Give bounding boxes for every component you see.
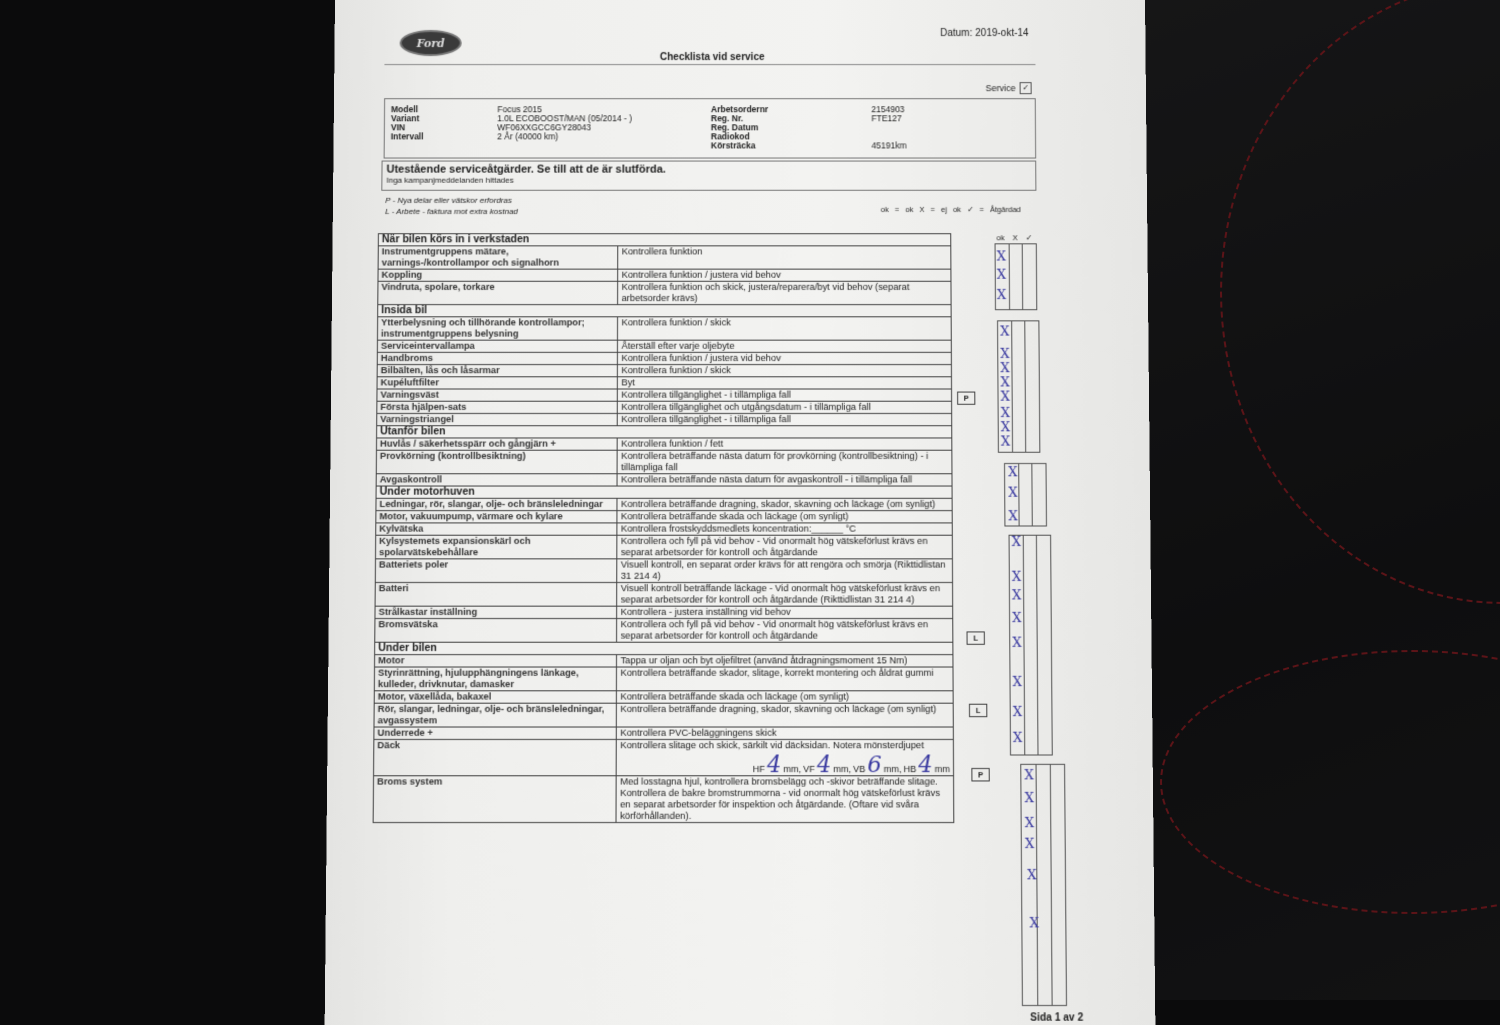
row-item: Däck [374,739,617,775]
section-title: Insida bil [378,305,951,317]
row-action: Kontrollera och fyll på vid behov - Vid onormalt hög vätskeförlust krävs en separat arbetsorder för kontroll och åtgärdande [617,619,953,643]
tire-vb-value: 6 [867,752,882,779]
grid-line [1050,765,1053,1005]
table-row [376,498,952,510]
row-item: Första hjälpen-sats [377,401,618,413]
vehicle-info-box [384,98,1037,158]
tire-hb-label: HB [903,763,917,775]
table-row [376,438,951,450]
table-row [375,535,952,559]
row-item: Instrumentgruppens mätare, varnings-/kontrollampor och signalhorn [378,246,618,269]
tick-mark: X [1000,389,1010,405]
table-row [377,352,951,364]
legend-l: L - Arbete - faktura mot extra kostnad [385,206,518,217]
row-action: Tappa ur oljan och byt oljefiltret (använd åtdragningsmoment 15 Nm) [617,655,953,667]
code-box-l: L [969,704,987,717]
label-regdatum: Reg. Datum [710,122,759,133]
table-row [378,246,951,269]
tick-mark: X [1000,405,1011,422]
tick-mark: X [1012,674,1023,691]
outstanding-subtext: Inga kampanjmeddelanden hittades [386,175,514,185]
value-modell: Focus 2015 [497,104,542,115]
row-action: Kontrollera slitage och skick, särkilt vid däcksidan. Notera mönsterdjupet [620,739,924,751]
tire-unit: mm, [883,763,902,775]
label-arbetsordernr: Arbetsordernr [710,104,769,115]
tick-mark: X [1008,485,1018,501]
table-row [375,606,953,618]
tire-depth-measurements [620,752,950,779]
tick-mark: X [1012,730,1023,747]
table-row [374,727,953,739]
tick-mark: X [1012,704,1023,721]
row-action: Kontrollera funktion och skick, justera/reparera/byt vid behov (separat arbetsorder krävs) [618,281,951,304]
table-row [373,776,954,823]
code-legend [385,195,518,217]
label-modell: Modell [391,104,419,115]
legend-p: P - Nya delar eller vätskor erfordras [385,195,512,205]
header-divider [384,64,1035,65]
code-box-p: P [957,392,975,405]
tick-mark: X [1012,610,1022,627]
tire-unit: mm, [833,763,852,775]
tick-mark: X [1027,867,1037,884]
table-row [374,703,953,727]
row-action: Kontrollera beträffande skada och läckage (om synligt) [617,511,952,523]
value-variant: 1.0L ECOBOOST/MAN (05/2014 - ) [497,113,633,124]
tick-mark: X [1011,588,1022,604]
table-row [376,474,952,486]
row-item: Batteriets poler [375,559,617,583]
col-x: X [1012,233,1018,243]
tick-mark: X [1000,434,1011,450]
section-title: Utanför bilen [377,426,952,438]
table-row [376,450,952,474]
tire-hf-value: 4 [766,752,782,779]
page-number: Sida 1 av 2 [1030,1012,1084,1024]
table-row [378,269,951,281]
label-vin: VIN [390,122,406,133]
value-arbetsordernr: 2154903 [871,104,905,115]
section-title: Under motorhuven [376,486,952,498]
row-item: Underrede + [374,727,617,739]
checklist-table [373,233,955,823]
seat-stitching [1220,0,1500,604]
row-action: Kontrollera beträffande dragning, skador, skavning och läckage (om synligt) [617,498,952,510]
row-action: Kontrollera beträffande nästa datum för avgaskontroll - i tillämpliga fall [617,474,952,486]
service-label: Service [985,83,1016,94]
row-item: Kylsystemets expansionskärl och spolarvätskebehållare [375,535,617,559]
tire-hb-value: 4 [918,752,933,779]
status-column-header [996,233,1032,242]
row-item: Bromsvätska [375,619,617,643]
tick-mark: X [996,267,1007,283]
row-action: Kontrollera tillgänglighet - i tillämpliga fall [618,389,952,401]
vehicle-values-left [497,105,632,141]
service-checklist-paper [325,0,1156,1025]
tire-vb-label: VB [853,763,866,775]
row-item: Kupéluftfilter [377,377,618,389]
grid-line [1031,464,1032,525]
row-item: Motor, växellåda, bakaxel [374,691,617,703]
table-row [378,281,951,304]
row-action: Visuell kontroll beträffande läckage - Vid onormalt hög vätskeförlust krävs en separat arbetsorder för kontroll och åtgärdande (Rikttidlistan 31 214 4) [617,582,953,606]
row-item: Ledningar, rör, slangar, olje- och bränsleledningar [376,498,618,510]
row-item: Kylvätska [376,523,618,535]
table-row [377,413,952,425]
row-action: Kontrollera beträffande nästa datum för provkörning (kontrollbesiktning) - i tillämpliga fall [618,450,952,474]
row-item: Strålkastar inställning [375,606,617,618]
row-item: Bilbälten, lås och låsarmar [377,365,618,377]
table-row [376,511,952,523]
tire-vf-value: 4 [816,752,832,779]
tick-mark: X [1008,465,1018,481]
row-action: Kontrollera funktion / skick [618,317,951,340]
table-row [377,317,951,340]
row-action: Kontrollera funktion / justera vid behov [618,352,952,364]
grid-line [1024,321,1026,451]
row-item: Rör, slangar, ledningar, olje- och bränsleledningar, avgassystem [374,703,617,727]
tick-mark: X [1012,635,1022,652]
tick-mark: X [1000,346,1010,363]
tire-unit: mm, [783,763,802,775]
row-action: Kontrollera funktion [618,246,951,269]
table-row [374,739,954,775]
tick-mark: X [1011,534,1022,551]
table-row [377,365,951,377]
tire-hf-label: HF [752,763,765,775]
table-row [377,340,951,352]
car-seat-background [1100,0,1500,1000]
service-indicator [986,82,1032,94]
row-action: Kontrollera frostskyddsmedlets koncentration:______ °C [617,523,952,535]
vehicle-labels-right [711,105,768,150]
table-row [375,582,953,606]
row-action: Kontrollera funktion / fett [618,438,952,450]
vehicle-labels-left [391,105,424,141]
table-row [374,667,953,691]
grid-line [1022,244,1023,309]
table-row [375,619,953,643]
label-radiokod: Radiokod [710,131,750,142]
row-item: Huvlås / säkerhetsspärr och gångjärn + [376,438,617,450]
tire-unit: mm [934,763,950,775]
row-action: Återställ efter varje oljebyte [618,340,951,352]
grid-line [1036,536,1039,755]
tick-mark: X [1008,509,1018,525]
service-checkbox: ✓ [1020,82,1032,94]
table-row [377,389,952,401]
row-item: Avgaskontroll [376,474,617,486]
row-action: Kontrollera funktion / skick [618,365,952,377]
code-box-l: L [967,631,985,644]
label-regnr: Reg. Nr. [710,113,744,124]
row-item: Koppling [378,269,618,281]
tick-mark: X [1024,767,1034,784]
value-intervall: 2 År (40000 km) [497,131,559,142]
seat-stitching-lower [1160,650,1500,914]
code-box-p: P [971,768,989,781]
table-row [375,655,953,667]
tick-mark: X [1000,375,1010,391]
vehicle-values-right [871,105,906,150]
table-row [374,691,953,703]
value-vin: WF06XXGCC6GY28043 [497,122,592,133]
outstanding-heading: Utestående serviceåtgärder. Se till att de är slutförda. [386,163,666,176]
row-item: Varningsväst [377,389,618,401]
row-action-tires [617,739,954,779]
row-action: Kontrollera PVC-beläggningens skick [617,727,954,739]
row-item: Motor, vakuumpump, värmare och kylare [376,511,618,523]
tick-mark: X [1024,815,1035,832]
row-action: Kontrollera tillgänglighet och utgångsdatum - i tillämpliga fall [618,401,952,413]
table-row [375,559,952,583]
row-action: Kontrollera och fyll på vid behov - Vid onormalt hög vätskeförlust krävs en separat arbetsorder för kontroll och åtgärdande [617,535,952,559]
tick-mark: X [1024,836,1035,853]
row-action: Med losstagna hjul, kontrollera bromsbelägg och -skivor beträffande slitage. Kontrollera de bakre bromstrummorna - vid onormalt hög vätskeförlust krävs en separat arbetsorder för inspektion och åtgärdande. (Oftare vid svåra körförhållanden). [616,776,953,823]
label-korstracka: Körsträcka [710,140,756,151]
tick-mark: X [1000,420,1011,436]
outstanding-actions-box [381,161,1036,191]
row-item: Batteri [375,582,617,606]
row-item: Ytterbelysning och tillhörande kontrollampor; instrumentgruppens belysning [377,317,618,340]
tick-mark: X [1011,569,1022,586]
row-action: Kontrollera - justera inställning vid behov [617,606,953,618]
row-item: Broms system [373,776,616,823]
document-title: Checklista vid service [659,52,765,64]
date-line [940,28,1029,39]
row-action: Kontrollera tillgänglighet - i tillämpliga fall [618,413,952,425]
row-action: Kontrollera beträffande skador, slitage, korrekt montering och åldrat gummi [617,667,953,691]
row-item: Motor [375,655,617,667]
table-row [377,401,952,413]
tire-vf-label: VF [803,763,815,775]
col-ok: ok [996,233,1005,243]
tick-mark: X [1000,361,1010,377]
col-check: ✓ [1025,233,1032,243]
ford-logo: Ford [400,30,462,56]
label-intervall: Intervall [390,131,424,142]
row-item: Vindruta, spolare, torkare [378,281,618,304]
value-regnr: FTE127 [871,113,902,124]
value-regdatum [871,123,906,132]
row-item: Provkörning (kontrollbesiktning) [376,450,617,474]
row-action: Kontrollera beträffande dragning, skador, skavning och läckage (om synligt) [617,703,954,727]
label-variant: Variant [390,113,420,124]
date-value: 2019-okt-14 [975,28,1029,40]
row-item: Serviceintervallampa [377,340,618,352]
row-item: Handbroms [377,352,618,364]
value-korstracka: 45191km [871,140,907,151]
row-action: Byt [618,377,952,389]
row-action: Visuell kontroll, en separat order krävs för att rengöra och smörja (Rikttidlistan 31 214 4) [617,559,952,583]
status-legend: ok = ok X = ej ok ✓ = Åtgärdad [880,204,1021,215]
date-label: Datum: [940,28,973,40]
row-item: Styrinrättning, hjulupphängningens länkage, kulleder, drivknutar, damasker [374,667,617,691]
tick-mark: X [1029,915,1040,932]
table-row [376,523,953,535]
section-title: Under bilen [375,642,953,654]
row-item: Varningstriangel [377,413,618,425]
row-action: Kontrollera funktion / justera vid behov [618,269,951,281]
table-row [377,377,952,389]
row-action: Kontrollera beträffande skada och läckage (om synligt) [617,691,953,703]
tick-mark: X [1000,324,1010,340]
tick-mark: X [1024,790,1035,807]
tick-mark: X [996,249,1007,265]
tick-mark: X [996,287,1007,304]
section-title: När bilen körs in i verkstaden [378,234,950,246]
